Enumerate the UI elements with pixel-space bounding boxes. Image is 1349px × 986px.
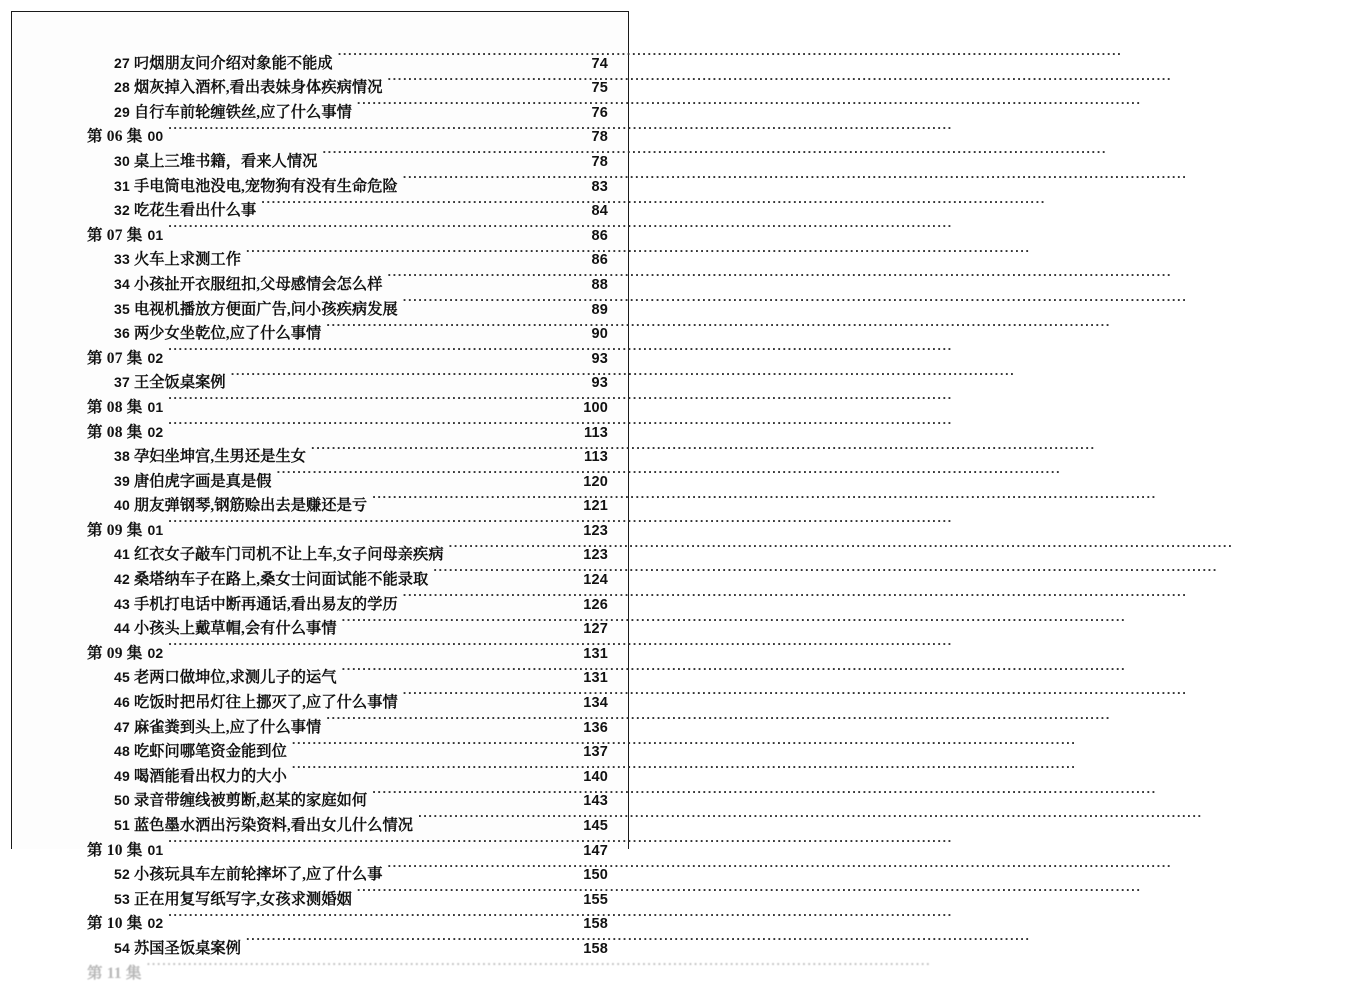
entry-number: 42 [114, 571, 130, 588]
entry-title: 红衣女子敲车门司机不让上车,女子问母亲疾病 [133, 546, 444, 564]
entry-number: 44 [114, 620, 130, 637]
page-number: 89 [591, 301, 608, 318]
chapter-title: 02 [147, 349, 164, 366]
page-number: 134 [583, 695, 608, 712]
entry-title: 麻雀粪到头上,应了什么事情 [133, 718, 322, 736]
page-number: 155 [583, 891, 608, 908]
page-number: 131 [583, 645, 608, 662]
page-number: 124 [583, 572, 608, 589]
chapter-label: 第 11 集 [87, 964, 142, 982]
entry-title: 手机打电话中断再通话,看出易友的学历 [133, 595, 398, 613]
entry-title: 桑塔纳车子在路上,桑女士问面试能不能录取 [133, 571, 429, 589]
entry-number: 48 [114, 743, 130, 760]
entry-number: 37 [114, 374, 130, 391]
entry-number: 32 [114, 202, 130, 219]
entry-title: 两少女坐乾位,应了什么事情 [133, 325, 322, 343]
entry-number: 30 [114, 152, 130, 169]
page-number: 123 [583, 522, 608, 539]
entry-number: 54 [114, 939, 130, 956]
entry-number: 51 [114, 817, 130, 833]
entry-number: 31 [114, 177, 130, 194]
entry-title: 唐伯虎字画是真是假 [133, 472, 272, 490]
page-number: 88 [591, 276, 608, 293]
entry-title: 喝酒能看出权力的大小 [133, 767, 287, 785]
entry-number: 39 [114, 472, 130, 489]
chapter-label: 第 09 集 [87, 644, 143, 662]
entry-number: 36 [114, 325, 130, 342]
entry-title: 蓝色墨水洒出污染资料,看出女儿什么情况 [133, 817, 414, 834]
page-number: 123 [583, 547, 608, 564]
table-of-contents [12, 43, 628, 982]
page-number: 86 [591, 252, 608, 269]
page-number: 127 [583, 621, 608, 638]
chapter-label: 第 10 集 [87, 841, 143, 859]
page-number: 78 [591, 153, 608, 170]
page-number: 93 [591, 375, 608, 392]
page-number: 86 [591, 227, 608, 244]
page-number: 126 [583, 596, 608, 613]
entry-title: 录音带缠线被剪断,赵某的家庭如何 [133, 792, 368, 810]
entry-number: 52 [114, 866, 130, 883]
entry-number: 53 [114, 890, 130, 907]
page-number: 150 [583, 867, 608, 884]
entry-title: 自行车前轮缠铁丝,应了什么事情 [133, 103, 352, 121]
page-number: 131 [583, 670, 608, 687]
page-number: 113 [584, 424, 608, 441]
entry-title: 吃虾问哪笔资金能到位 [133, 743, 287, 761]
page-number: 121 [583, 498, 608, 515]
page-number: 158 [583, 940, 608, 957]
entry-number: 41 [114, 546, 130, 563]
entry-number: 49 [114, 767, 130, 784]
entry-title: 小孩头上戴草帽,会有什么事情 [133, 620, 337, 638]
chapter-label: 第 08 集 [87, 423, 143, 441]
page-number: 93 [591, 350, 608, 367]
chapter-title: 02 [147, 644, 164, 661]
entry-number: 27 [114, 54, 130, 71]
chapter-label: 第 07 集 [87, 349, 143, 367]
chapter-label: 第 08 集 [87, 398, 143, 416]
page-number: 90 [591, 326, 608, 343]
entry-title: 小孩扯开衣服纽扣,父母感情会怎么样 [133, 275, 383, 293]
chapter-title: 02 [147, 915, 164, 932]
page-number: 145 [583, 818, 608, 834]
entry-title: 桌上三堆书籍，看来人情况 [133, 152, 318, 170]
chapter-label: 第 10 集 [87, 915, 143, 933]
entry-title: 吃花生看出什么事 [133, 202, 257, 220]
page-number: 113 [584, 449, 608, 466]
page-number: 76 [591, 104, 608, 121]
entry-number: 35 [114, 300, 130, 317]
entry-number: 46 [114, 694, 130, 711]
chapter-title: 01 [147, 521, 164, 538]
entry-title: 小孩玩具车左前轮摔坏了,应了什么事 [133, 866, 383, 884]
entry-title: 手电筒电池没电,宠物狗有没有生命危险 [133, 177, 398, 195]
page-number: 147 [583, 842, 608, 859]
entry-number: 33 [114, 251, 130, 268]
document-page [11, 11, 629, 982]
entry-title: 朋友弹钢琴,钢筋赊出去是赚还是亏 [133, 497, 368, 515]
page-number: 78 [591, 129, 608, 146]
chapter-title: 01 [147, 226, 164, 243]
chapter-title: 00 [147, 128, 164, 145]
entry-title: 吃饭时把吊灯往上挪灭了,应了什么事情 [133, 694, 398, 712]
entry-number: 43 [114, 595, 130, 612]
page-number: 137 [583, 744, 608, 761]
entry-number: 29 [114, 103, 130, 120]
entry-number: 34 [114, 275, 130, 292]
entry-title: 孕妇坐坤宫,生男还是生女 [133, 448, 307, 466]
page-number: 74 [591, 55, 608, 72]
entry-title: 烟灰掉入酒杯,看出表妹身体疾病情况 [133, 79, 383, 97]
entry-number: 45 [114, 669, 130, 686]
page-number: 158 [583, 916, 608, 933]
page-number: 140 [583, 768, 608, 785]
page-number: 100 [583, 399, 608, 416]
page-number: 83 [591, 178, 608, 195]
entry-number: 47 [114, 718, 130, 735]
entry-title: 叼烟朋友问介绍对象能不能成 [133, 54, 333, 72]
chapter-title: 01 [147, 841, 164, 858]
entry-number: 38 [114, 448, 130, 465]
entry-number: 40 [114, 497, 130, 514]
page-number: 136 [583, 719, 608, 736]
page-number: 143 [583, 793, 608, 810]
dot-leader [147, 953, 575, 978]
entry-number: 28 [114, 79, 130, 96]
entry-title: 老两口做坤位,求测儿子的运气 [133, 669, 337, 687]
chapter-label: 第 06 集 [87, 128, 143, 146]
chapter-title: 02 [147, 423, 164, 440]
page-number: 84 [591, 203, 608, 220]
entry-title: 火车上求测工作 [133, 251, 241, 269]
chapter-label: 第 07 集 [87, 226, 143, 244]
chapter-title: 01 [147, 398, 164, 415]
entry-title: 正在用复写纸写字,女孩求测婚姻 [133, 890, 352, 908]
entry-title: 电视机播放方便面广告,问小孩疾病发展 [133, 300, 398, 318]
toc-chapter-row[interactable] [12, 953, 608, 982]
page-number: 120 [583, 473, 608, 490]
entry-title: 苏国圣饭桌案例 [133, 939, 241, 957]
chapter-label: 第 09 集 [87, 521, 143, 539]
entry-title: 王全饭桌案例 [133, 374, 226, 392]
entry-number: 50 [114, 792, 130, 809]
page-number: 75 [591, 80, 608, 97]
